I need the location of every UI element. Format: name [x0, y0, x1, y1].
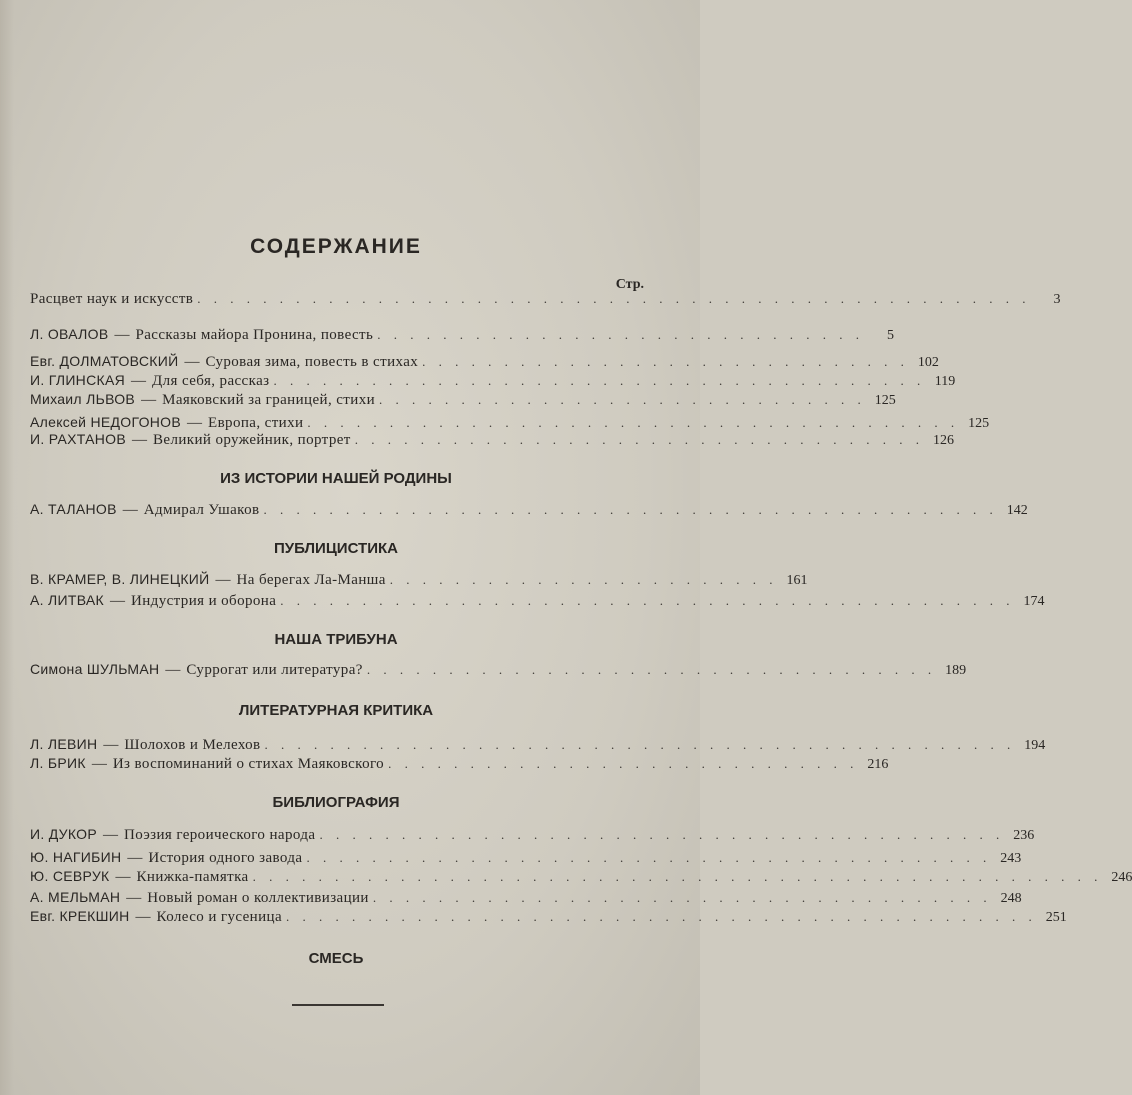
entry-separator: —: [122, 502, 138, 518]
entry-author: И. ГЛИНСКАЯ: [30, 372, 126, 388]
toc-entry: [30, 661, 967, 681]
entry-title: Маяковский за границей, стихи: [162, 392, 376, 408]
dot-leader: . . . . . . . . . . . . . . . . . . . . . . . . . . . . . . . . . . . . . . . . . . . . . .: [264, 737, 1016, 752]
entry-title: Шолохов и Мелехов: [124, 737, 261, 753]
entry-page-number: 126: [932, 433, 954, 448]
entry-title: Суррогат или литература?: [186, 662, 363, 678]
entry-page-number: 246: [1111, 870, 1132, 885]
toc-entry-intro: [30, 291, 1061, 311]
entry-author: И. ДУКОР: [30, 826, 97, 842]
entry-separator: —: [184, 354, 200, 370]
entry-separator: —: [131, 432, 147, 448]
entry-title: Для себя, рассказ: [152, 373, 270, 389]
entry-title: На берегах Ла-Манша: [236, 572, 386, 588]
entry-title: Рассказы майора Пронина, повесть: [135, 327, 374, 343]
dot-leader: . . . . . . . . . . . . . . . . . . . . . . . . . . . . . . . . . . . . . . . . . . . . .: [263, 502, 998, 517]
entry-separator: —: [110, 593, 125, 609]
entry-page-number: 216: [867, 757, 889, 772]
page-gutter-shadow: [0, 0, 14, 1095]
toc-entry: [30, 868, 1132, 888]
section-heading-publicism: ПУБЛИЦИСТИКА: [274, 540, 398, 557]
toc-entry: [30, 501, 1028, 521]
dot-leader: . . . . . . . . . . . . . . . . . . . . . . . . . . . . . . . . . . .: [354, 432, 924, 447]
entry-title: Новый роман о коллективизации: [147, 890, 369, 906]
entry-author: В. КРАМЕР, В. ЛИНЕЦКИЙ: [30, 571, 210, 587]
entry-author: И. РАХТАНОВ: [30, 431, 126, 447]
dot-leader: . . . . . . . . . . . . . . . . . . . . . . . . . . . . . . . . . . . . . . . . . .: [306, 850, 992, 865]
entry-title: Книжка-памятка: [136, 869, 249, 885]
entry-title: Индустрия и оборона: [131, 593, 277, 609]
entry-title: Колесо и гусеница: [156, 909, 282, 925]
entry-separator: —: [103, 737, 119, 753]
toc-entry: [30, 592, 1045, 612]
dot-leader: . . . . . . . . . . . . . . . . . . . . . . . . . . . . . . . . . . . . . . . . . . . . .: [280, 593, 1015, 608]
dot-leader: . . . . . . . . . . . . . . . . . . . . . . . . . . . . . . . . . . . . . . . . . . . . . . . . . . . .: [252, 869, 1103, 884]
entry-page-number: 189: [945, 663, 967, 678]
section-heading-bibliography: БИБЛИОГРАФИЯ: [272, 794, 400, 811]
dot-leader: . . . . . . . . . . . . . . . . . . . . . . . . . . . . . . . . . . .: [366, 662, 937, 677]
entry-separator: —: [135, 909, 151, 925]
entry-separator: —: [126, 890, 142, 906]
page-title: СОДЕРЖАНИЕ: [250, 235, 422, 258]
section-heading-tribune: НАША ТРИБУНА: [274, 631, 398, 648]
entry-author: Ю. НАГИБИН: [30, 849, 122, 865]
toc-entry: [30, 908, 1067, 928]
dot-leader: . . . . . . . . . . . . . . . . . . . . . . . . . . . . . .: [422, 354, 909, 369]
entry-separator: —: [141, 392, 157, 408]
entry-author: Л. ОВАЛОВ: [30, 326, 109, 342]
entry-author: Евг. ДОЛМАТОВСКИЙ: [30, 353, 179, 369]
entry-page-number: 161: [786, 573, 808, 588]
toc-entry: [30, 353, 939, 373]
entry-separator: —: [114, 327, 130, 343]
entry-page-number: 236: [1013, 828, 1035, 843]
entry-page-number: 251: [1045, 910, 1067, 925]
entry-author: Ю. СЕВРУК: [30, 868, 110, 884]
entry-separator: —: [187, 415, 203, 431]
toc-entry: [30, 849, 1022, 869]
toc-entry: [30, 391, 896, 411]
dot-leader: . . . . . . . . . . . . . . . . . . . . . . . . . . . . . . . . . . . . . . . .: [307, 415, 960, 430]
entry-author: А. ЛИТВАК: [30, 592, 104, 608]
entry-page-number: 102: [917, 355, 939, 370]
entry-page-number: 125: [874, 393, 896, 408]
dot-leader: . . . . . . . . . . . . . . . . . . . . . . . . . . . . . . . . . . . . . . . . . . . . . . . . . . .: [197, 291, 1031, 306]
entry-title: Адмирал Ушаков: [143, 502, 260, 518]
entry-title: Европа, стихи: [208, 415, 304, 431]
dot-leader: . . . . . . . . . . . . . . . . . . . . . . . . . . . . . . . . . . . . . .: [372, 890, 992, 905]
entry-author: Алексей НЕДОГОНОВ: [30, 414, 182, 430]
entry-page-number: 142: [1006, 503, 1028, 518]
toc-entry: [30, 372, 956, 392]
closing-rule: [292, 1004, 384, 1006]
entry-page-number: 119: [934, 374, 956, 389]
toc-entry: [30, 326, 894, 346]
page-column-label: Стр.: [615, 277, 644, 292]
entry-page-number: 125: [968, 416, 990, 431]
entry-author: Михаил ЛЬВОВ: [30, 391, 136, 407]
section-heading-misc: СМЕСЬ: [308, 950, 364, 967]
dot-leader: . . . . . . . . . . . . . . . . . . . . . . . . . . . . . .: [377, 327, 864, 342]
entry-separator: —: [165, 662, 181, 678]
section-heading-history: ИЗ ИСТОРИИ НАШЕЙ РОДИНЫ: [220, 470, 452, 487]
dot-leader: . . . . . . . . . . . . . . . . . . . . . . . . . . . . .: [388, 756, 859, 771]
dot-leader: . . . . . . . . . . . . . . . . . . . . . . . . . . . . . . . . . . . . . . . . . .: [319, 827, 1005, 842]
entry-title: Из воспоминаний о стихах Маяковского: [112, 756, 385, 772]
toc-entry: [30, 889, 1022, 909]
entry-separator: —: [115, 869, 131, 885]
entry-page-number: 248: [1000, 891, 1022, 906]
toc-entry: [30, 755, 889, 775]
entry-separator: —: [131, 373, 147, 389]
toc-entry: [30, 826, 1035, 846]
dot-leader: . . . . . . . . . . . . . . . . . . . . . . . . . . . . . . . . . . . . . . . . . . . . . .: [286, 909, 1037, 924]
entry-separator: —: [127, 850, 143, 866]
entry-page-number: 174: [1023, 594, 1045, 609]
toc-entry: [30, 571, 808, 591]
entry-author: Евг. КРЕКШИН: [30, 908, 130, 924]
dot-leader: . . . . . . . . . . . . . . . . . . . . . . . .: [389, 572, 778, 587]
toc-entry: [30, 431, 954, 451]
entry-author: Л. БРИК: [30, 755, 86, 771]
entry-author: Л. ЛЕВИН: [30, 736, 98, 752]
entry-page-number: 194: [1024, 738, 1046, 753]
entry-page-number: 5: [887, 328, 894, 343]
entry-separator: —: [215, 572, 231, 588]
entry-title: Поэзия героического народа: [124, 827, 316, 843]
entry-separator: —: [103, 827, 118, 843]
entry-author: А. МЕЛЬМАН: [30, 889, 121, 905]
entry-author: Симона ШУЛЬМАН: [30, 661, 160, 677]
entry-separator: —: [91, 756, 107, 772]
section-heading-criticism: ЛИТЕРАТУРНАЯ КРИТИКА: [238, 702, 434, 719]
toc-entry: [30, 736, 1046, 756]
entry-page-number: 3: [1053, 292, 1061, 307]
entry-author: А. ТАЛАНОВ: [30, 501, 117, 517]
dot-leader: . . . . . . . . . . . . . . . . . . . . . . . . . . . . . . . . . . . . . . . .: [273, 373, 926, 388]
entry-title: История одного завода: [148, 850, 303, 866]
dot-leader: . . . . . . . . . . . . . . . . . . . . . . . . . . . . . .: [379, 392, 866, 407]
entry-title: Расцвет наук и искусств: [30, 291, 194, 307]
entry-title: Великий оружейник, портрет: [152, 432, 351, 448]
entry-page-number: 243: [1000, 851, 1022, 866]
entry-title: Суровая зима, повесть в стихах: [205, 354, 419, 370]
